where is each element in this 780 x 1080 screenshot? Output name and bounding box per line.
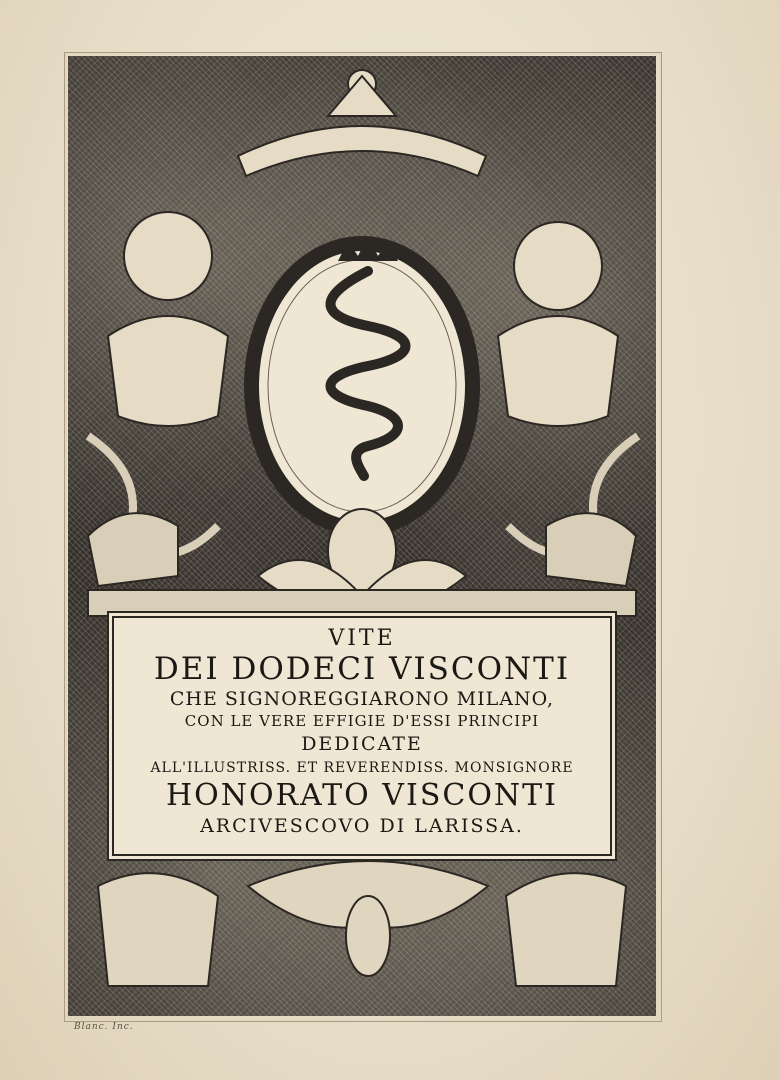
crown-ornament: [238, 70, 486, 176]
coat-of-arms-shield: [244, 236, 480, 536]
title-line-4: CON LE VERE EFFIGIE D'ESSI PRINCIPI: [184, 712, 540, 730]
title-line-3: CHE SIGNOREGGIARONO MILANO,: [169, 688, 555, 710]
right-helmet-icon: [546, 513, 636, 586]
shelf-ledge: [88, 590, 636, 616]
engraving-illustration: [68, 56, 656, 1016]
title-line-7: HONORATO VISCONTI: [165, 778, 559, 813]
title-line-6: ALL'ILLUSTRISS. ET REVERENDISS. MONSIGNORE: [150, 760, 574, 776]
left-putto-figure: [88, 212, 228, 554]
left-helmet-icon: [88, 513, 178, 586]
title-cartouche: [112, 616, 612, 856]
eagle-icon: [248, 844, 488, 976]
right-putto-figure: [498, 222, 638, 554]
engraved-frontispiece: [68, 56, 656, 1016]
title-line-8: ARCIVESCOVO DI LARISSA.: [200, 815, 524, 837]
title-line-2: DEI DODECI VISCONTI: [153, 651, 571, 687]
title-line-5: DEDICATE: [301, 733, 423, 755]
title-line-1: VITE: [328, 626, 396, 651]
engraver-signature: Blanc. Inc.: [74, 1022, 134, 1032]
